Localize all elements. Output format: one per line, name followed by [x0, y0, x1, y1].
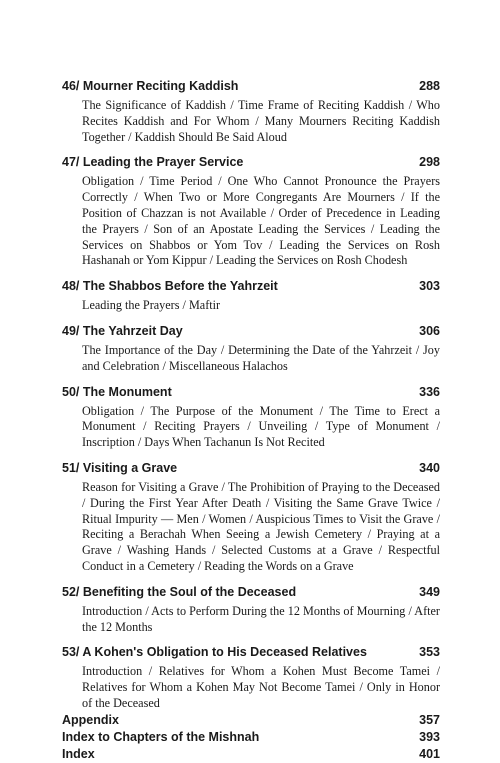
chapter-title: 50/ The Monument: [62, 384, 172, 399]
extra-page-number: 357: [419, 712, 440, 727]
chapter-title: 47/ Leading the Prayer Service: [62, 155, 244, 170]
chapter-page-number: 349: [419, 584, 440, 599]
chapter-heading: [62, 460, 440, 477]
toc-chapter-47: [62, 154, 440, 269]
chapter-page-number: 298: [419, 155, 440, 170]
toc-chapter-50: [62, 384, 440, 451]
chapter-title: 51/ Visiting a Grave: [62, 460, 178, 475]
chapter-topics: Obligation / The Purpose of the Monument / The Time to Erect a Monument / Reciting Prayers / Unveiling / Type of Monument / Inscription / Days When Tachanun Is Not Recited: [82, 403, 440, 450]
extra-title: Appendix: [62, 712, 119, 727]
chapter-topics: The Significance of Kaddish / Time Frame of Reciting Kaddish / Who Recites Kaddish and For Whom / Many Mourners Reciting Kaddish Together / Kaddish Should Be Said Aloud: [82, 98, 440, 144]
chapter-title: 49/ The Yahrzeit Day: [62, 323, 183, 338]
chapter-heading: [62, 384, 440, 401]
chapter-heading: [62, 278, 440, 295]
toc-chapter-53: [62, 644, 440, 711]
chapter-page-number: 303: [419, 279, 440, 294]
chapter-topics: Reason for Visiting a Grave / The Prohibition of Praying to the Deceased / During the First Year After Death / Visiting the Same Grave Twice / Ritual Impurity — Men / Women / Auspicious Times to Visit the Grave / Reciting a Berachah When Seeing a Jewish Cemetery / Praying at a Grave / Washing Hands / Selected Customs at a Grave / Respectful Conduct in a Cemetery / Reading the Words on a Grave: [82, 479, 440, 573]
chapter-heading: [62, 323, 440, 340]
toc-chapter-51: [62, 460, 440, 575]
chapter-heading: [62, 78, 440, 95]
chapter-topics: Introduction / Relatives for Whom a Kohen Must Become Tamei / Relatives for Whom a Kohen May Not Become Tamei / Only in Honor of the Deceased: [82, 664, 440, 710]
chapter-page-number: 288: [419, 79, 440, 93]
chapter-topics: The Importance of the Day / Determining the Date of the Yahrzeit / Joy and Celebration / Miscellaneous Halachos: [82, 342, 440, 373]
chapter-page-number: 336: [419, 384, 440, 399]
chapter-title: 52/ Benefiting the Soul of the Deceased: [62, 584, 297, 599]
chapter-topics: Obligation / Time Period / One Who Cannot Pronounce the Prayers Correctly / When Two or More Congregants Are Mourners / If the Position of Chazzan is not Available / Order of Precedence in Leading the Prayers / Son of an Apostate Leading the Services / Leading the Services on Shabbos or Yom Tov / Leading the Services on Rosh Hashanah or Yom Kippur / Leading the Services on Rosh Chodesh: [82, 174, 440, 268]
chapter-title: 53/ A Kohen's Obligation to His Deceased Relatives: [62, 645, 367, 660]
toc-chapter-52: [62, 584, 440, 636]
chapter-topics: Introduction / Acts to Perform During the 12 Months of Mourning / After the 12 Months: [82, 603, 440, 634]
chapter-topics: Leading the Prayers / Maftir: [82, 298, 221, 313]
extra-page-number: 393: [419, 729, 440, 744]
chapter-page-number: 340: [419, 460, 440, 475]
chapter-heading: [62, 584, 440, 601]
toc-chapter-49: [62, 323, 440, 375]
extra-page-number: 401: [419, 746, 440, 761]
toc-index-mishnah: [62, 729, 440, 746]
table-of-contents: [62, 78, 440, 763]
chapter-page-number: 306: [419, 323, 440, 338]
extra-title: Index: [62, 746, 95, 761]
chapter-title: 46/ Mourner Reciting Kaddish: [62, 79, 239, 93]
toc-chapter-48: [62, 278, 440, 314]
chapter-page-number: 353: [419, 645, 440, 660]
chapter-heading: [62, 154, 440, 171]
toc-chapter-46: [62, 78, 440, 145]
chapter-heading: [62, 644, 440, 661]
chapter-title: 48/ The Shabbos Before the Yahrzeit: [62, 279, 278, 294]
toc-appendix: [62, 712, 440, 729]
extra-title: Index to Chapters of the Mishnah: [62, 729, 260, 744]
toc-index: [62, 746, 440, 763]
